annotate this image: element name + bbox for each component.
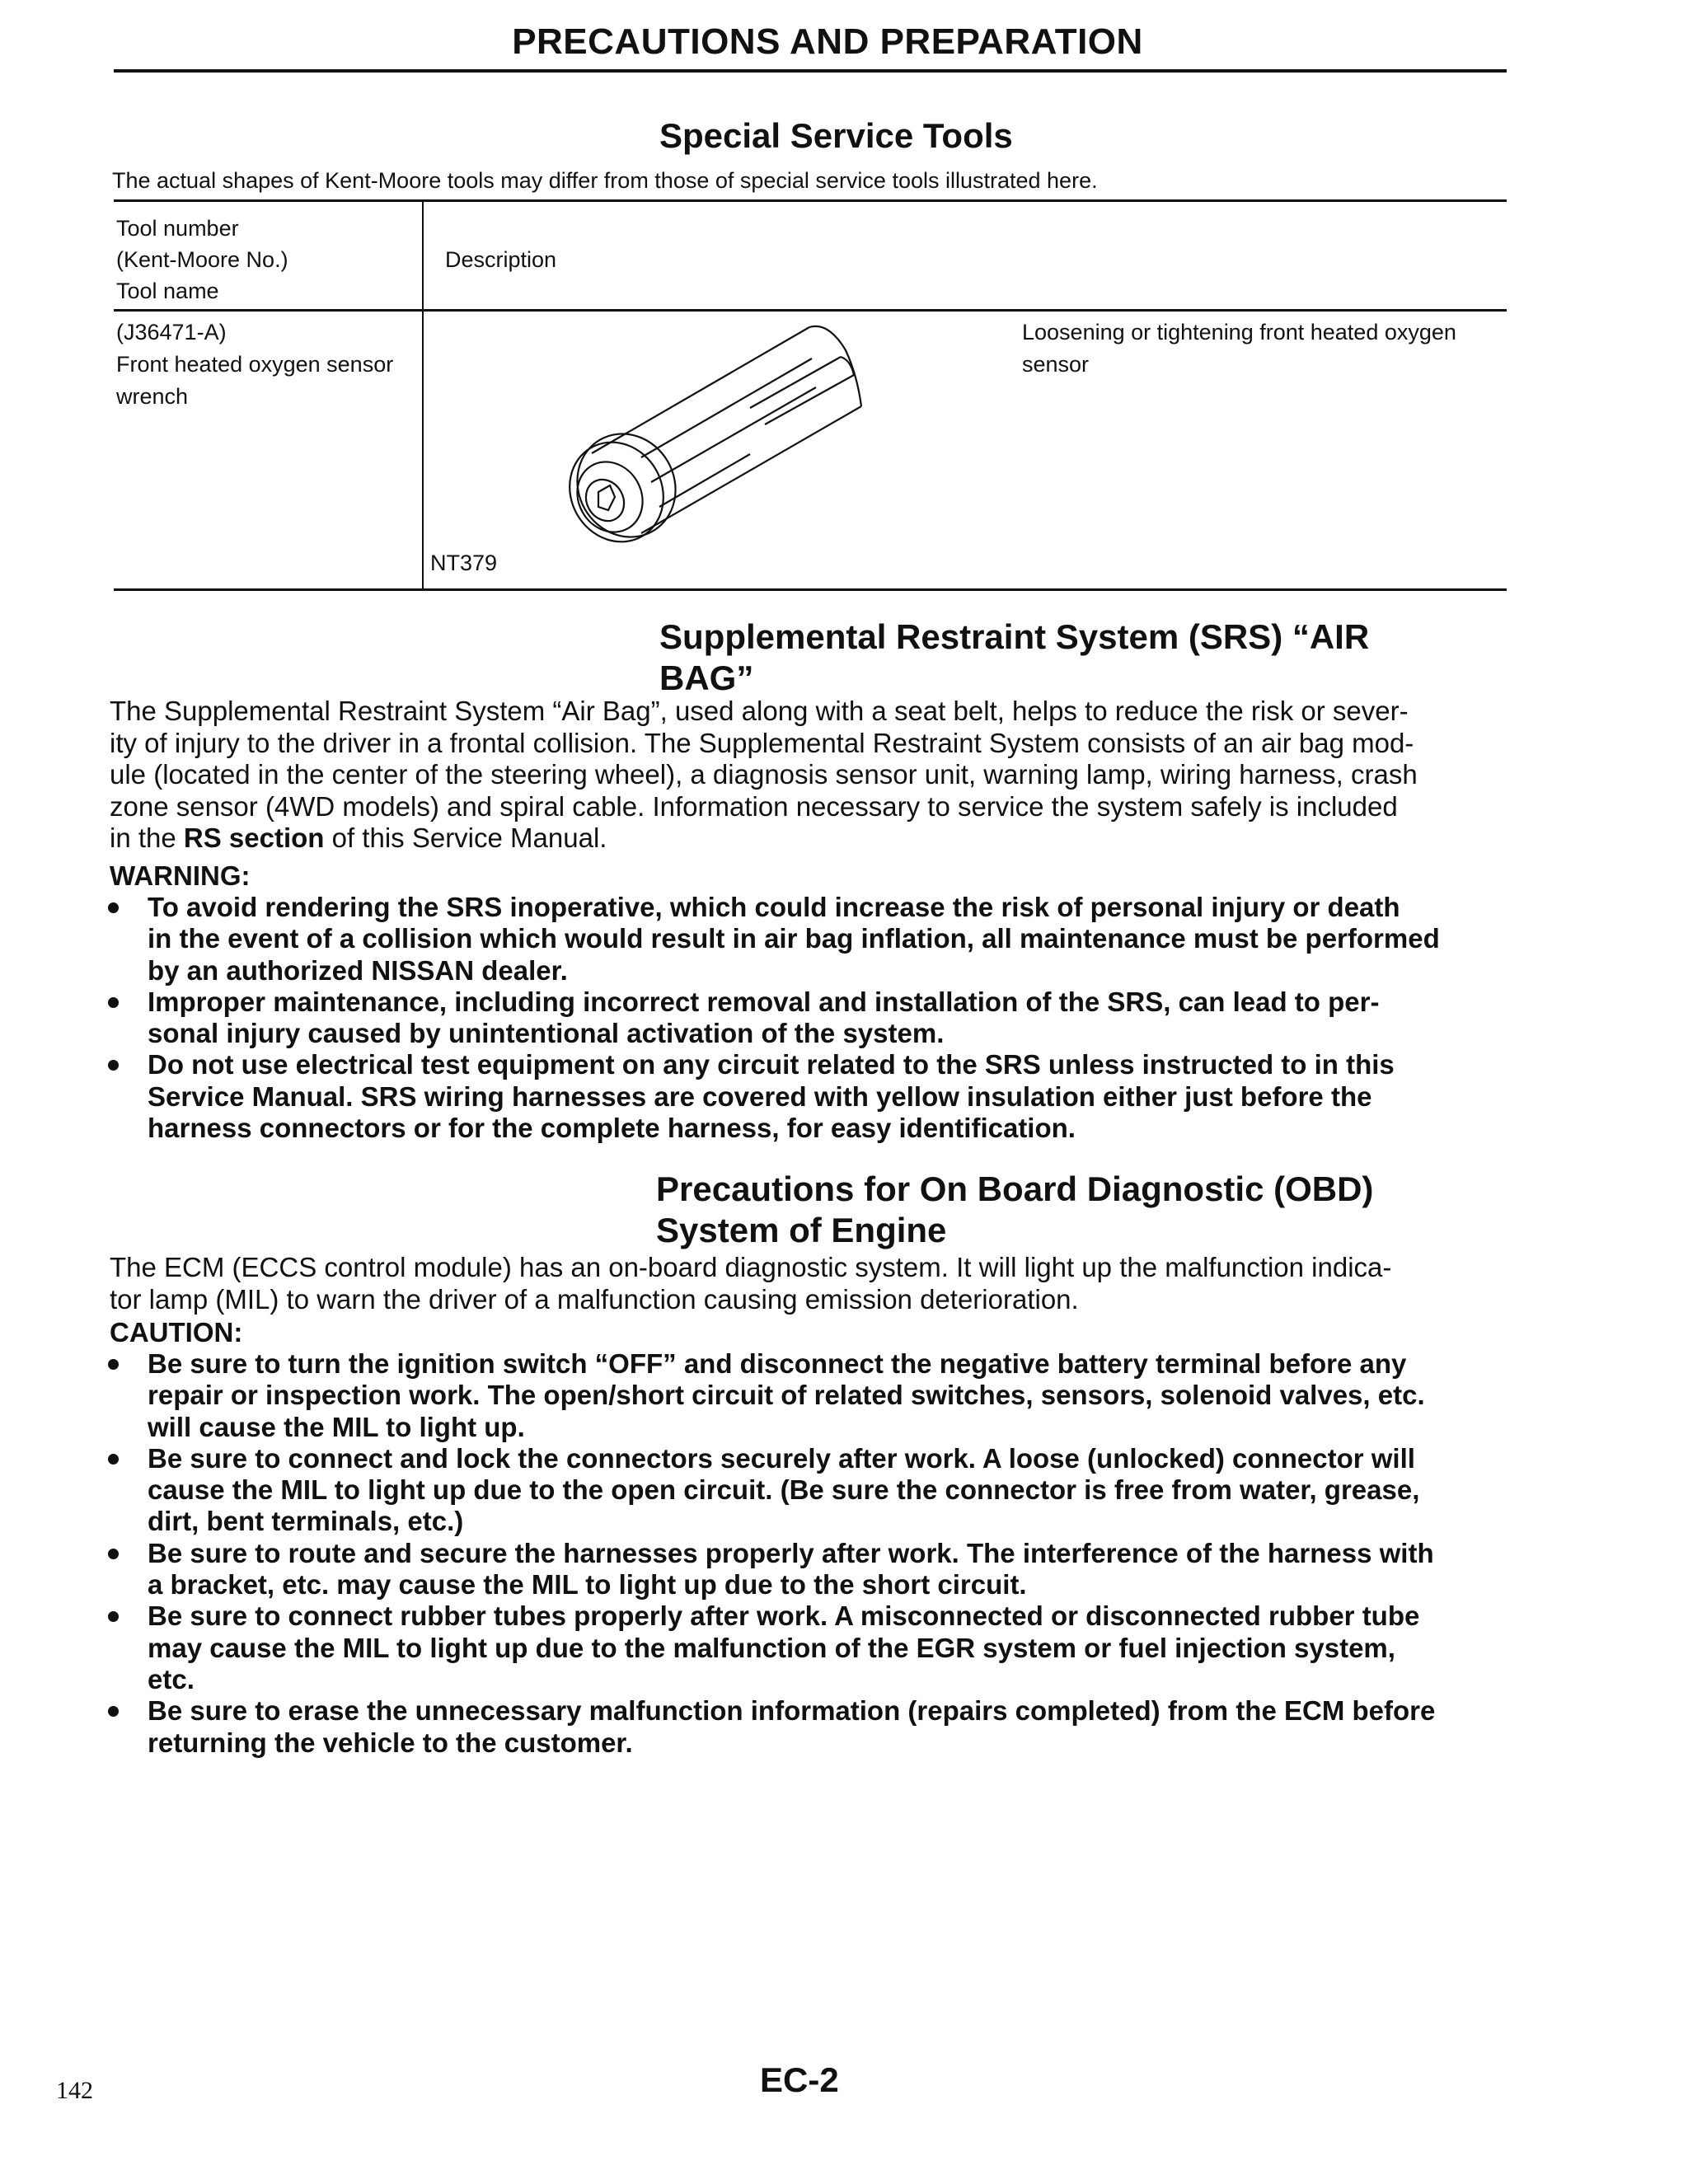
caution-2-line-3: dirt, bent terminals, etc.)	[148, 1506, 464, 1537]
obd-heading	[656, 1169, 1373, 1251]
warning-2-line-2: sonal injury caused by unintentional activation of the system.	[148, 1018, 945, 1049]
obd-paragraph-line-1: The ECM (ECCS control module) has an on-board diagnostic system. It will light up the malfunction indica-	[110, 1252, 1392, 1282]
caution-label: CAUTION:	[110, 1317, 243, 1347]
caution-item	[101, 1538, 1510, 1601]
srs-paragraph-line-1: The Supplemental Restraint System “Air Bag”, used along with a seat belt, helps to reduce the risk or sever-	[110, 696, 1409, 726]
warning-list	[101, 892, 1510, 1144]
special-tools-note: The actual shapes of Kent-Moore tools may differ from those of special service tools illustrated here.	[112, 168, 1098, 193]
table-column-divider	[422, 201, 424, 590]
bullet-icon	[108, 1454, 119, 1465]
section-code: EC-2	[760, 2060, 839, 2099]
header-tool-number: Tool number	[116, 216, 239, 241]
warning-item	[101, 1049, 1510, 1144]
srs-heading-line-1: Supplemental Restraint System (SRS) “AIR	[659, 617, 1370, 656]
oxygen-sensor-wrench-illustration	[544, 309, 907, 548]
caution-item	[101, 1348, 1510, 1443]
figure-code: NT379	[430, 551, 498, 575]
warning-item	[101, 987, 1510, 1050]
caution-4-line-2: may cause the MIL to light up due to the malfunction of the EGR system or fuel injection system,	[148, 1632, 1395, 1663]
warning-label: WARNING:	[110, 860, 251, 891]
srs-heading	[659, 616, 1369, 699]
obd-paragraph-line-2: tor lamp (MIL) to warn the driver of a malfunction causing emission deterioration.	[110, 1283, 1079, 1315]
caution-4-line-3: etc.	[148, 1663, 195, 1694]
header-rule	[114, 69, 1507, 73]
table-header-tool	[116, 213, 288, 307]
bullet-icon	[108, 1549, 119, 1559]
caution-2-line-1: Be sure to connect and lock the connectors securely after work. A loose (unlocked) connector will	[148, 1442, 1415, 1474]
srs-paragraph-line-3: ule (located in the center of the steering wheel), a diagnosis sensor unit, warning lamp, wiring harness, crash	[110, 759, 1418, 790]
tool-description-line-2: sensor	[1022, 352, 1090, 377]
caution-item	[101, 1601, 1510, 1695]
srs-heading-line-2: BAG”	[659, 658, 754, 697]
table-header-description: Description	[445, 247, 557, 272]
bullet-icon	[108, 1060, 119, 1071]
caution-4-line-1: Be sure to connect rubber tubes properly after work. A misconnected or disconnected rubber tube	[148, 1601, 1420, 1632]
warning-3-line-1: Do not use electrical test equipment on any circuit related to the SRS unless instructed to in this	[148, 1049, 1395, 1080]
obd-heading-line-2: System of Engine	[656, 1211, 947, 1249]
tool-description	[1022, 316, 1456, 381]
caution-3-line-2: a bracket, etc. may cause the MIL to light up due to the short circuit.	[148, 1569, 1027, 1601]
rs-section-reference: RS section	[183, 823, 325, 853]
caution-list	[101, 1348, 1510, 1759]
srs-paragraph-line-4: zone sensor (4WD models) and spiral cable. Information necessary to service the system safely is included	[110, 790, 1398, 822]
tool-name-line-1: Front heated oxygen sensor	[116, 352, 394, 377]
warning-1-line-1: To avoid rendering the SRS inoperative, which could increase the risk of personal injury or death	[148, 892, 1400, 922]
srs-last-line-pre: in the	[110, 823, 184, 853]
bullet-icon	[108, 902, 119, 913]
page-title: PRECAUTIONS AND PREPARATION	[512, 21, 1143, 62]
tool-number: (J36471-A)	[116, 320, 227, 344]
caution-item	[101, 1695, 1510, 1759]
bullet-icon	[108, 1611, 119, 1622]
special-tools-heading: Special Service Tools	[659, 116, 1013, 155]
caution-5-line-1: Be sure to erase the unnecessary malfunction information (repairs completed) from the ECM before	[148, 1695, 1436, 1727]
caution-5-line-2: returning the vehicle to the customer.	[148, 1727, 633, 1758]
tool-description-line-1: Loosening or tightening front heated oxygen	[1022, 320, 1456, 344]
caution-2-line-2: cause the MIL to light up due to the open circuit. (Be sure the connector is free from water, grease,	[148, 1474, 1420, 1506]
bullet-icon	[108, 1359, 119, 1370]
caution-1-line-3: will cause the MIL to light up.	[148, 1411, 525, 1442]
srs-last-line-post: of this Service Manual.	[324, 823, 607, 853]
warning-1-line-3: by an authorized NISSAN dealer.	[148, 954, 568, 986]
caution-item	[101, 1443, 1510, 1538]
bullet-icon	[108, 997, 119, 1008]
table-row-tool	[116, 316, 393, 413]
caution-1-line-1: Be sure to turn the ignition switch “OFF” and disconnect the negative battery terminal before any	[148, 1348, 1407, 1379]
bullet-icon	[108, 1706, 119, 1717]
warning-item	[101, 892, 1510, 987]
page-number: 142	[56, 2077, 93, 2104]
header-tool-name: Tool name	[116, 279, 219, 303]
header-kent-moore-no: (Kent-Moore No.)	[116, 247, 288, 272]
caution-1-line-2: repair or inspection work. The open/short circuit of related switches, sensors, solenoid valves, etc.	[148, 1380, 1425, 1411]
srs-paragraph	[110, 696, 1511, 855]
obd-heading-line-1: Precautions for On Board Diagnostic (OBD)	[656, 1169, 1374, 1208]
obd-paragraph	[110, 1252, 1511, 1315]
table-bottom-rule	[114, 588, 1507, 591]
caution-3-line-1: Be sure to route and secure the harnesses properly after work. The interference of the harness with	[148, 1537, 1434, 1568]
srs-paragraph-line-5	[110, 823, 1511, 855]
warning-1-line-2: in the event of a collision which would result in air bag inflation, all maintenance must be performed	[148, 923, 1440, 954]
srs-paragraph-line-2: ity of injury to the driver in a frontal collision. The Supplemental Restraint System consists of an air bag mod-	[110, 727, 1414, 758]
tool-name-line-2: wrench	[116, 384, 189, 409]
table-top-rule	[114, 199, 1507, 202]
warning-3-line-3: harness connectors or for the complete harness, for easy identification.	[148, 1113, 1076, 1144]
warning-3-line-2: Service Manual. SRS wiring harnesses are covered with yellow insulation either just before the	[148, 1080, 1372, 1112]
warning-2-line-1: Improper maintenance, including incorrect removal and installation of the SRS, can lead to per-	[148, 986, 1380, 1017]
